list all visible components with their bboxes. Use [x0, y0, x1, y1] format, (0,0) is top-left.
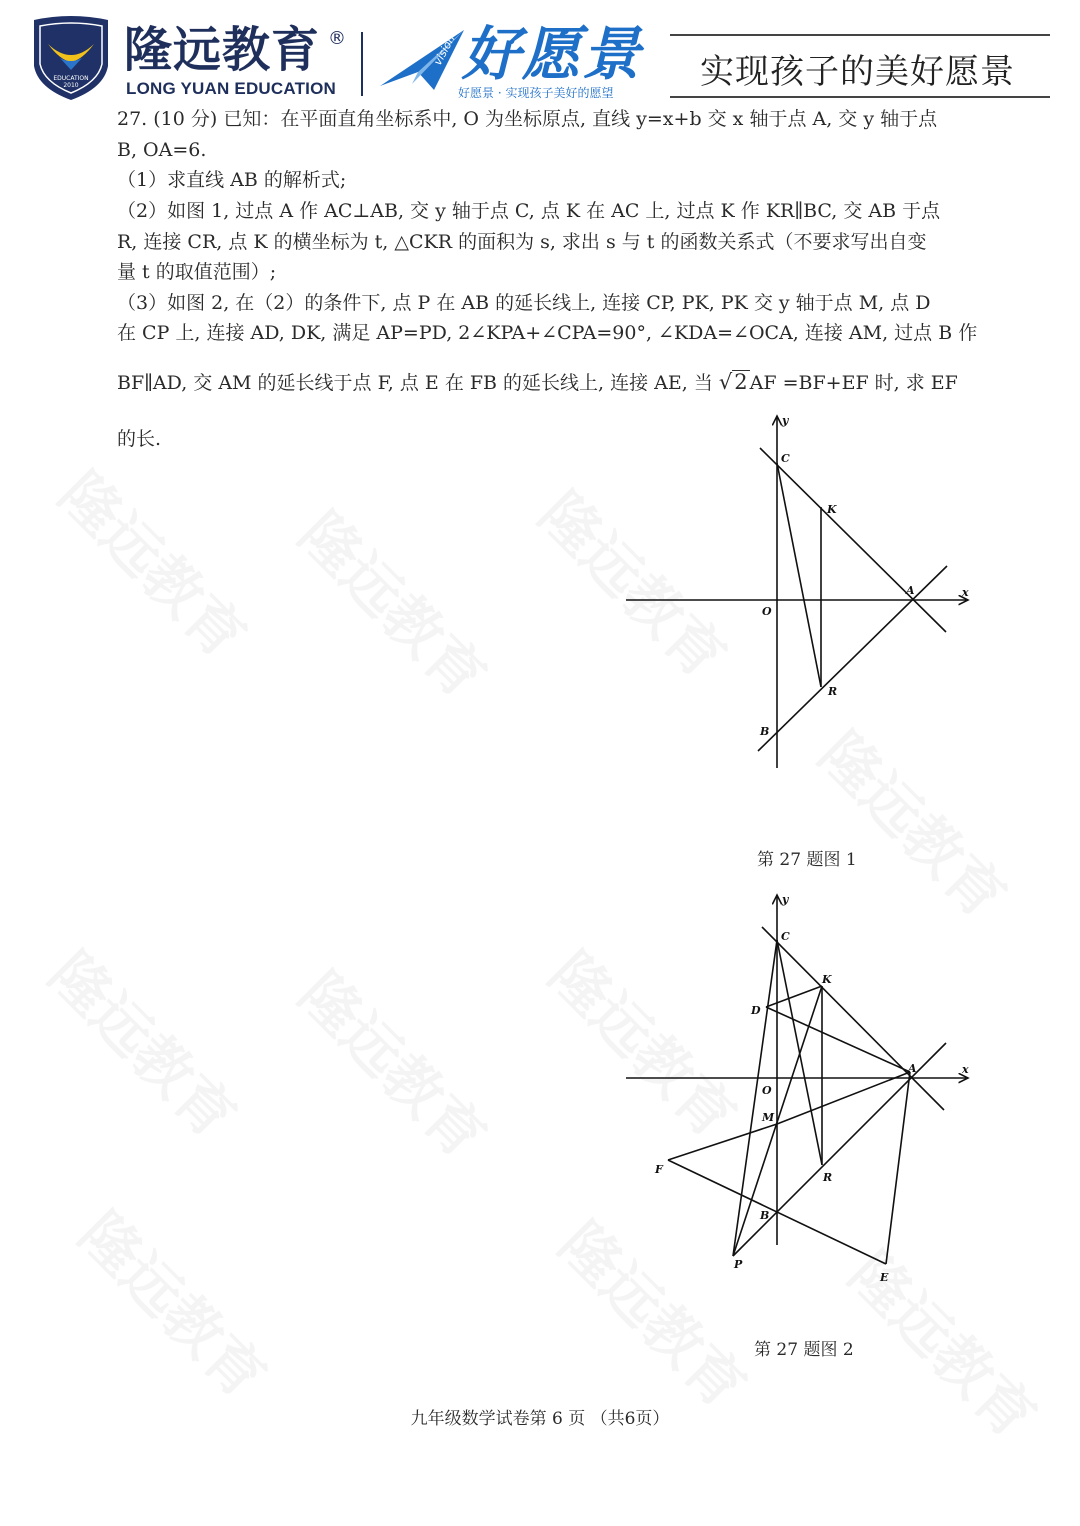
label-K: K — [827, 503, 837, 516]
shield-text: EDUCATION — [53, 75, 89, 82]
segment-AE — [886, 1072, 910, 1264]
segment-AD — [766, 1007, 910, 1072]
header-divider — [361, 32, 363, 96]
figure-1 — [600, 400, 1000, 780]
label-B: B — [760, 725, 770, 738]
label-R: R — [828, 685, 838, 698]
label-B: B — [760, 1209, 770, 1222]
page-footer: 九年级数学试卷第 6 页 （共6页） — [410, 1409, 670, 1429]
product-subtitle: 好愿景 · 实现孩子美好的愿望 — [458, 86, 614, 100]
shield-year: 2010 — [63, 82, 79, 89]
figure-2-caption: 第 27 题图 2 — [754, 1340, 854, 1360]
label-x: x — [962, 586, 969, 599]
label-y: y — [782, 414, 789, 427]
watermark-text — [44, 450, 267, 673]
segment-MF — [668, 1124, 777, 1160]
question-line-part: AF =BF+EF 时, 求 EF — [749, 372, 958, 394]
segment-DK — [766, 986, 822, 1007]
question-line: （1）求直线 AB 的解析式; — [117, 169, 347, 191]
label-D: D — [751, 1004, 761, 1017]
question-line: 的长. — [117, 428, 162, 450]
label-F: F — [655, 1163, 663, 1176]
question-line: 27. (10 分) 已知：在平面直角坐标系中, O 为坐标原点, 直线 y=x+b 交 x 轴于点 A, 交 y 轴于点 — [117, 108, 938, 130]
label-C: C — [781, 930, 790, 943]
brand-name-cn: 隆远教育 — [124, 22, 321, 78]
label-C: C — [781, 452, 790, 465]
watermark-text — [34, 930, 257, 1153]
page-header — [0, 0, 1080, 110]
label-A: A — [906, 584, 915, 597]
line-AC — [762, 927, 944, 1110]
shield-logo-icon — [30, 14, 112, 102]
watermark-text — [284, 950, 507, 1173]
plane-text: vision — [431, 32, 458, 68]
question-line: （3）如图 2, 在（2）的条件下, 点 P 在 AB 的延长线上, 连接 CP, PK, PK 交 y 轴于点 M, 点 D — [117, 292, 931, 314]
label-y: y — [782, 893, 789, 906]
sqrt-expression: √2 — [718, 370, 748, 394]
label-A: A — [908, 1062, 917, 1075]
question-line: B, OA=6. — [117, 139, 207, 161]
watermark-text — [64, 1190, 287, 1413]
label-M: M — [762, 1111, 775, 1124]
brand-name-en: LONG YUAN EDUCATION — [126, 79, 337, 98]
product-name: 好愿景 — [462, 20, 643, 88]
question-line: 量 t 的取值范围）; — [117, 261, 277, 283]
sqrt-radicand: 2 — [734, 370, 748, 394]
figure-1-caption: 第 27 题图 1 — [757, 850, 857, 870]
segment-CR — [777, 463, 821, 687]
label-R: R — [823, 1171, 833, 1184]
question-line: R, 连接 CR, 点 K 的横坐标为 t, △CKR 的面积为 s, 求出 s 与 t 的函数关系式（不要求写出自变 — [117, 231, 927, 253]
figure-2 — [600, 880, 1000, 1300]
question-line — [117, 367, 958, 398]
paper-plane-logo-icon — [376, 26, 468, 96]
registered-mark: ® — [328, 28, 346, 49]
label-x: x — [962, 1063, 969, 1076]
label-O: O — [762, 605, 772, 618]
label-K: K — [822, 973, 832, 986]
label-E: E — [880, 1271, 889, 1284]
line-AB — [758, 566, 947, 751]
label-O: O — [762, 1084, 772, 1097]
question-line-part: BF∥AD, 交 AM 的延长线于点 F, 点 E 在 FB 的延长线上, 连接 AE, 当 — [117, 372, 713, 394]
slogan: 实现孩子的美好愿景 — [700, 52, 1015, 92]
line-AC — [760, 448, 946, 632]
question-line: （2）如图 1, 过点 A 作 AC⊥AB, 交 y 轴于点 C, 点 K 在 AC 上, 过点 K 作 KR∥BC, 交 AB 于点 — [117, 200, 941, 222]
question-line: 在 CP 上, 连接 AD, DK, 满足 AP=PD, 2∠KPA+∠CPA=90°, ∠KDA=∠OCA, 连接 AM, 过点 B 作 — [117, 322, 978, 344]
label-P: P — [734, 1258, 743, 1271]
watermark-text — [284, 490, 507, 713]
